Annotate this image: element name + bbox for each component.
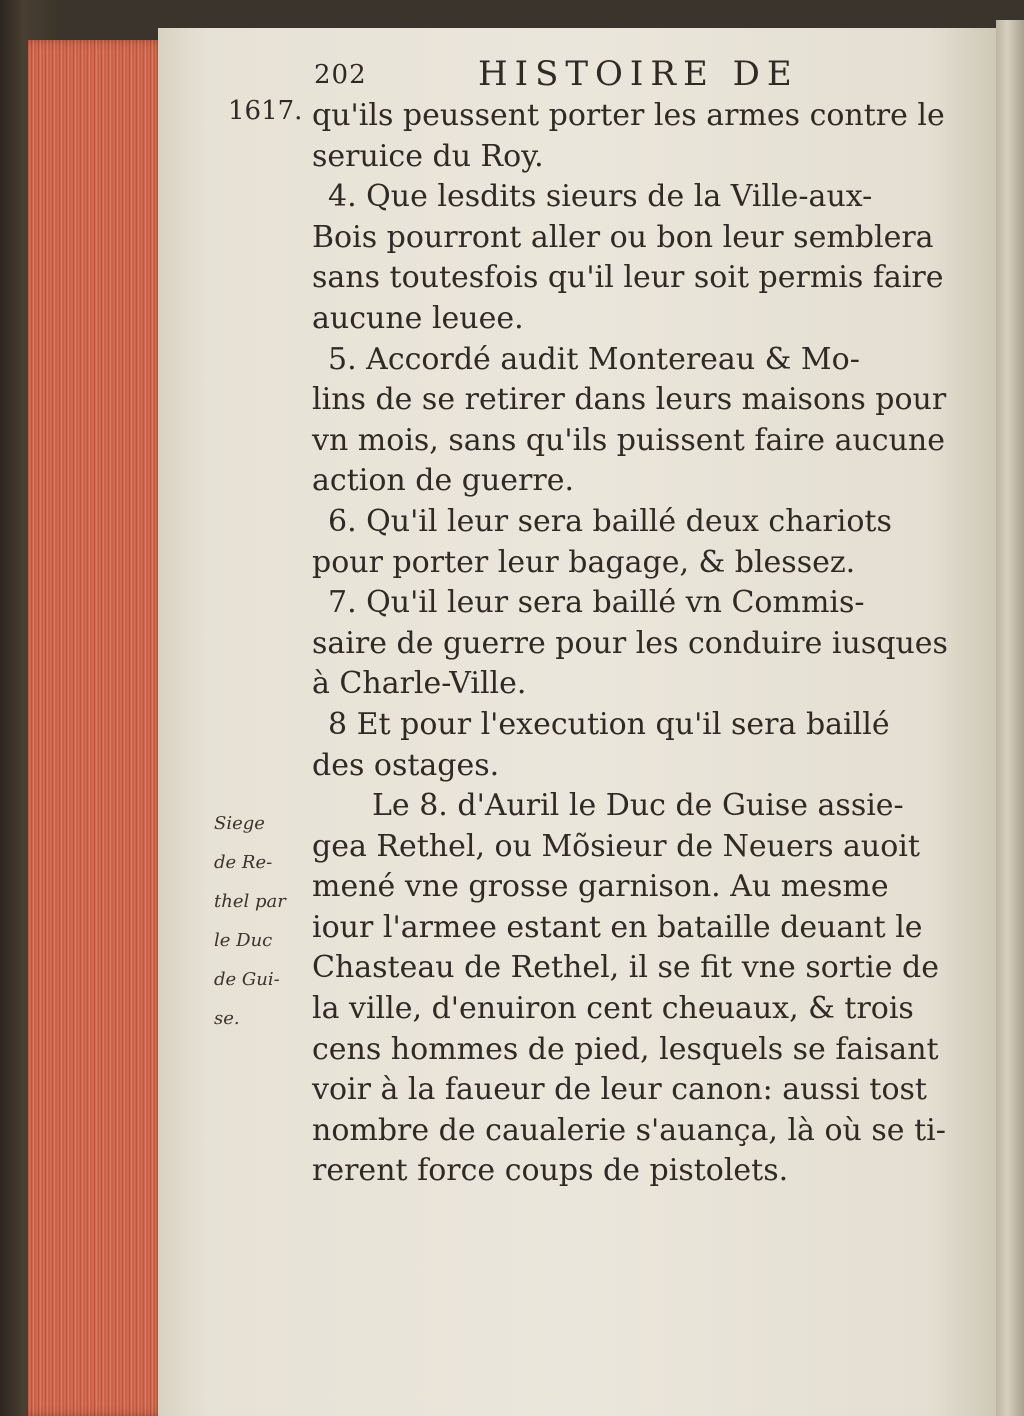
text-line: Bois pourront aller ou bon leur semblera [312,219,934,255]
text-line: la ville, d'enuiron cent cheuaux, & trois [312,991,914,1027]
margin-note [214,804,306,1038]
text-line: Chasteau de Rethel, il se fit vne sortie de [312,950,940,986]
text-line: iour l'armee estant en bataille deuant le [312,909,923,945]
body-text [312,96,952,1192]
text-line: seruice du Roy. [312,138,544,174]
text-line: cens hommes de pied, lesquels se faisant [312,1031,939,1067]
text-line: pour porter leur bagage, & blessez. [312,544,856,580]
margin-note-line: se. [214,1008,240,1029]
text-line: saire de guerre pour les conduire iusques [312,625,948,661]
margin-note-line: Siege [214,813,265,834]
text-line: qu'ils peussent porter les armes contre le [312,98,945,133]
text-line: 4. Que lesdits sieurs de la Ville-aux- [328,179,873,215]
text-line: mené vne grosse garnison. Au mesme [312,869,889,905]
text-line: à Charle-Ville. [312,666,527,702]
margin-note-line: de Gui- [214,969,280,990]
facing-page-edge [996,20,1024,1416]
text-line: gea Rethel, ou Mõsieur de Neuers auoit [312,828,920,864]
text-line: lins de se retirer dans leurs maisons pour [312,382,947,418]
page-edges [28,40,168,1416]
text-line: 5. Accordé audit Montereau & Mo- [328,341,860,377]
text-line: nombre de caualerie s'auança, là où se ti- [312,1112,946,1148]
text-line: des ostages. [312,747,500,783]
text-line: rerent force coups de pistolets. [312,1153,789,1189]
margin-note-line: thel par [214,891,286,912]
text-line: aucune leuee. [312,300,524,336]
margin-note-line: le Duc [214,930,273,951]
margin-year: 1617. [228,96,303,126]
text-line: 6. Qu'il leur sera baillé deux chariots [328,503,892,539]
text-line: action de guerre. [312,463,575,499]
running-title: HISTOIRE DE [478,54,799,94]
text-line: 7. Qu'il leur sera baillé vn Commis- [328,585,865,621]
page-number: 202 [314,60,367,90]
text-line: sans toutesfois qu'il leur soit permis faire [312,260,944,296]
text-line: vn mois, sans qu'ils puissent faire aucune [312,422,946,458]
text-line: Le 8. d'Auril le Duc de Guise assie- [372,788,904,824]
text-line: 8 Et pour l'execution qu'il sera baillé [328,706,890,742]
margin-note-line: de Re- [214,852,273,873]
text-line: voir à la faueur de leur canon: aussi tost [312,1072,927,1108]
